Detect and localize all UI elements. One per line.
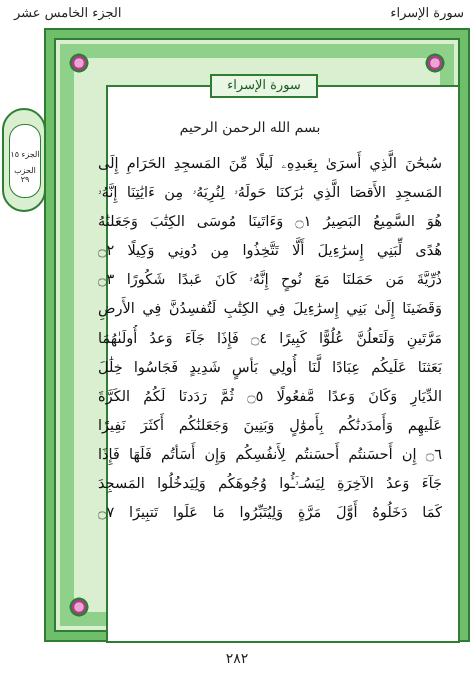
verse-lines: [98, 150, 442, 528]
text-line: المَسجِدِ الأَقصَا الَّذِي بَٰرَكنَا حَولَهُۥ لِنُرِيَهُۥ مِن ءَايَٰتِنَا إِنَّهُۥ: [98, 185, 442, 202]
surah-title: سورة الإسراء: [210, 74, 318, 98]
juz-number: الجزء ١٥: [10, 150, 40, 159]
corner-ornament-icon: [68, 596, 90, 618]
text-line: هُوَ السَّمِيعُ البَصِيرُ ۝١ وَءَاتَينَا مُوسَى الكِتَٰبَ وَجَعَلنَٰهُ: [98, 214, 442, 231]
text-line: ۝٦ إِن أَحسَنتُم أَحسَنتُم لِأَنفُسِكُم وَإِن أَسَأتُم فَلَهَا فَإِذَا: [98, 446, 442, 463]
corner-ornament-icon: [424, 52, 446, 74]
text-line: هُدًى لِّبَنِي إِسرَٰءِيلَ أَلَّا تَتَّخِذُوا مِن دُونِي وَكِيلًا ۝٢: [98, 243, 442, 260]
text-line: وَقَضَينَا إِلَىٰ بَنِي إِسرَٰءِيلَ فِي الكِتَٰبِ لَتُفسِدُنَّ فِي الأَرضِ: [98, 301, 442, 318]
text-line: عَلَيهِم وَأَمدَدنَٰكُم بِأَموَٰلٍ وَبَنِينَ وَجَعَلنَٰكُم أَكثَرَ نَفِيرًا: [98, 417, 442, 434]
page-number: ٢٨٢: [225, 651, 249, 667]
corner-ornament-icon: [68, 52, 90, 74]
text-line: سُبحَٰنَ الَّذِي أَسرَىٰ بِعَبدِهِۦ لَيلًا مِّنَ المَسجِدِ الحَرَامِ إِلَى: [98, 156, 442, 172]
juz-label: الجزء الخامس عشر: [14, 6, 122, 21]
text-line: كَمَا دَخَلُوهُ أَوَّلَ مَرَّةٍ وَلِيُتَبِّرُوا مَا عَلَوا تَتبِيرًا ۝٧: [98, 505, 442, 522]
hizb-number: الحزب ٢٩: [14, 166, 36, 184]
text-line: بَعَثنَا عَلَيكُم عِبَادًا لَّنَا أُولِي بَأسٍ شَدِيدٍ فَجَاسُوا خِلَٰلَ: [98, 359, 442, 376]
text-line: جَآءَ وَعدُ الآخِرَةِ لِيَسُـۥٓـُٔوا وُجُوهَكُم وَلِيَدخُلُوا المَسجِدَ: [98, 476, 442, 493]
surah-label: سورة الإسراء: [390, 6, 464, 21]
text-line: مَرَّتَينِ وَلَتَعلُنَّ عُلُوًّا كَبِيرًا ۝٤ فَإِذَا جَآءَ وَعدُ أُولَىٰهُمَا: [98, 330, 442, 347]
basmala: بسم الله الرحمن الرحيم: [179, 120, 321, 136]
text-line: الدِّيَارِ وَكَانَ وَعدًا مَّفعُولًا ۝٥ ثُمَّ رَدَدنَا لَكُمُ الكَرَّةَ: [98, 388, 442, 405]
juz-hizb-marker: [2, 108, 46, 212]
text-line: ذُرِّيَّةَ مَن حَمَلنَا مَعَ نُوحٍ إِنَّهُۥ كَانَ عَبدًا شَكُورًا ۝٣: [98, 272, 442, 289]
marker-ring: [9, 124, 41, 198]
